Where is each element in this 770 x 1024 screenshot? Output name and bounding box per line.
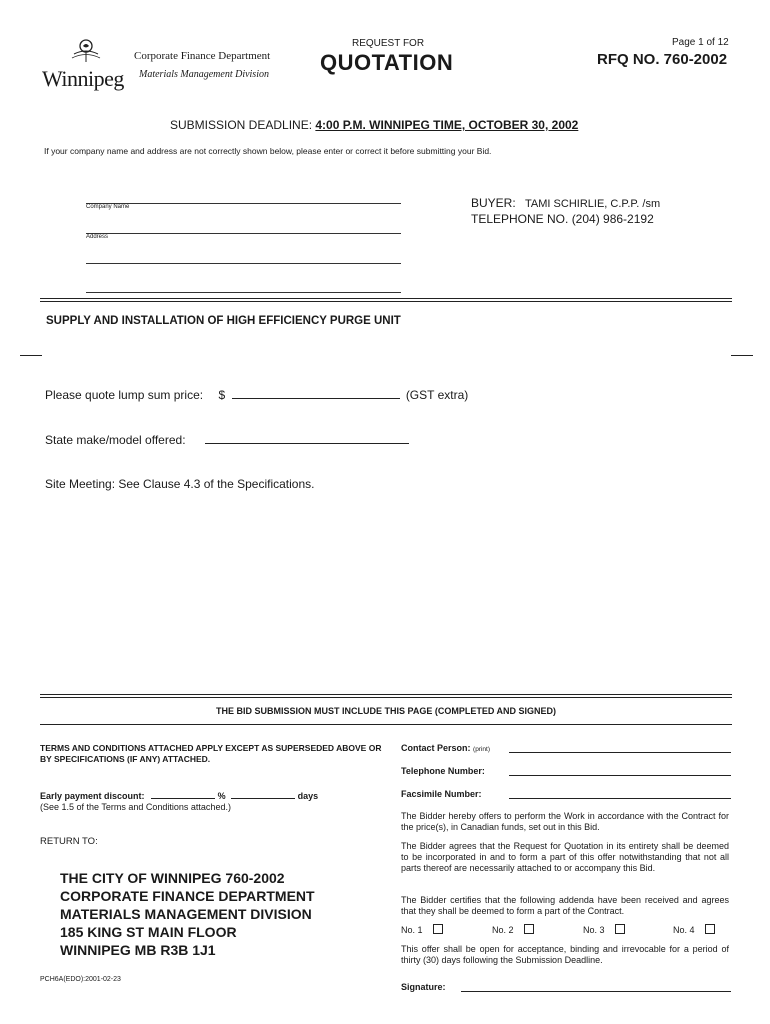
buyer-telephone: TELEPHONE NO. (204) 986-2192: [471, 212, 654, 226]
offer-text: The Bidder hereby offers to perform the Work in accordance with the Contract for the price(s), in Canadian funds, set out in this Bid.: [401, 811, 729, 832]
rfq-number: RFQ NO. 760-2002: [597, 51, 728, 68]
subject-title: SUPPLY AND INSTALLATION OF HIGH EFFICIENCY PURGE UNIT: [46, 315, 401, 327]
return-address-line: CORPORATE FINANCE DEPARTMENT: [60, 888, 315, 904]
contact-print-note: (print): [473, 746, 491, 753]
agree-text: The Bidder agrees that the Request for Quotation in its entirety shall be deemed to be incorporated in and to form a part of this offer notwithstanding that not all parts thereof are necessarily attached to or accompany this Bid.: [401, 841, 729, 873]
city-logo: [40, 36, 126, 94]
request-for-label: REQUEST FOR: [352, 38, 425, 49]
make-model-label: State make/model offered:: [45, 433, 186, 447]
addendum-1: [401, 924, 443, 935]
addendum-label: No. 3: [583, 925, 605, 935]
gst-note: (GST extra): [405, 388, 469, 402]
buyer-label: BUYER:: [471, 196, 516, 210]
submission-deadline: [170, 118, 578, 132]
margin-mark-right: [731, 355, 753, 356]
form-code: PCH6A(EDO):2001-02-23: [40, 976, 121, 983]
deadline-label: SUBMISSION DEADLINE:: [170, 118, 313, 132]
lump-sum-price-row: [45, 387, 468, 402]
instruction-text: If your company name and address are not correctly shown below, please enter or correct it before submitting your Bid.: [44, 146, 492, 156]
addendum-3: [583, 924, 625, 935]
site-meeting-note: Site Meeting: See Clause 4.3 of the Specifications.: [45, 477, 315, 491]
contact-person-input[interactable]: [509, 752, 731, 753]
addenda-row: [401, 924, 731, 938]
return-address-line: WINNIPEG MB R3B 1J1: [60, 942, 216, 958]
address-line-1[interactable]: [86, 233, 401, 234]
telephone-label: Telephone Number:: [401, 766, 485, 776]
discount-days-input[interactable]: [231, 790, 295, 799]
addendum-4-checkbox[interactable]: [705, 924, 715, 934]
addendum-2: [492, 924, 534, 935]
addendum-label: No. 2: [492, 925, 514, 935]
telephone-row: [401, 766, 485, 776]
return-address-line: THE CITY OF WINNIPEG 760-2002: [60, 870, 285, 886]
section-divider-top: [40, 298, 732, 302]
company-name-label: Company Name: [86, 204, 130, 210]
facsimile-row: [401, 789, 482, 799]
signature-label: Signature:: [401, 982, 446, 992]
company-name-line[interactable]: [86, 203, 401, 204]
percent-sign: %: [217, 791, 226, 801]
lump-sum-price-input[interactable]: [232, 387, 400, 399]
buyer-info: [471, 196, 660, 227]
early-payment-row: [40, 790, 318, 801]
logo-text: Winnipeg: [42, 66, 124, 91]
open-text: This offer shall be open for acceptance, binding and irrevocable for a period of thirty (30) days following the Submission Deadline.: [401, 944, 729, 965]
contact-person-row: [401, 743, 490, 753]
address-line-3[interactable]: [86, 292, 401, 293]
division-name: Materials Management Division: [139, 69, 269, 80]
addendum-3-checkbox[interactable]: [615, 924, 625, 934]
page-number: Page 1 of 12: [672, 37, 729, 48]
early-payment-label: Early payment discount:: [40, 791, 145, 801]
submission-note-rule: [40, 724, 732, 725]
addendum-4: [673, 924, 715, 935]
see-terms-note: (See 1.5 of the Terms and Conditions attached.): [40, 802, 231, 812]
certify-text: The Bidder certifies that the following addenda have been received and agrees that they shall be deemed to form a part of the Contract.: [401, 895, 729, 916]
address-label: Address: [86, 234, 109, 240]
telephone-input[interactable]: [509, 775, 731, 776]
buyer-name: TAMI SCHIRLIE, C.P.P. /sm: [525, 198, 661, 210]
addendum-label: No. 1: [401, 925, 423, 935]
days-label: days: [297, 791, 319, 801]
addendum-label: No. 4: [673, 925, 695, 935]
return-address-line: MATERIALS MANAGEMENT DIVISION: [60, 906, 312, 922]
document-title: QUOTATION: [320, 50, 454, 75]
signature-row: [401, 982, 446, 992]
contact-person-label: Contact Person:: [401, 743, 471, 753]
return-address: [60, 869, 315, 959]
buyer-line: [471, 196, 660, 212]
city-crest-icon: [40, 36, 126, 66]
make-model-row: [45, 432, 409, 447]
lump-sum-label: Please quote lump sum price:: [45, 388, 204, 402]
submission-note: THE BID SUBMISSION MUST INCLUDE THIS PAGE (COMPLETED AND SIGNED): [215, 706, 556, 716]
deadline-value: 4:00 P.M. WINNIPEG TIME, OCTOBER 30, 2002: [315, 118, 579, 132]
return-to-label: RETURN TO:: [40, 836, 98, 847]
signature-input[interactable]: [461, 991, 731, 992]
department-name: Corporate Finance Department: [134, 50, 271, 62]
addendum-2-checkbox[interactable]: [524, 924, 534, 934]
address-line-2[interactable]: [86, 263, 401, 264]
return-address-line: 185 KING ST MAIN FLOOR: [60, 924, 237, 940]
addendum-1-checkbox[interactable]: [433, 924, 443, 934]
margin-mark-left: [20, 355, 42, 356]
discount-percent-input[interactable]: [151, 790, 215, 799]
make-model-input[interactable]: [205, 432, 409, 444]
dollar-sign: $: [218, 388, 226, 402]
facsimile-label: Facsimile Number:: [401, 789, 482, 799]
terms-text: TERMS AND CONDITIONS ATTACHED APPLY EXCEPT AS SUPERSEDED ABOVE OR BY SPECIFICATIONS (IF ANY) ATTACHED.: [40, 743, 382, 764]
section-divider-bottom: [40, 694, 732, 698]
facsimile-input[interactable]: [509, 798, 731, 799]
